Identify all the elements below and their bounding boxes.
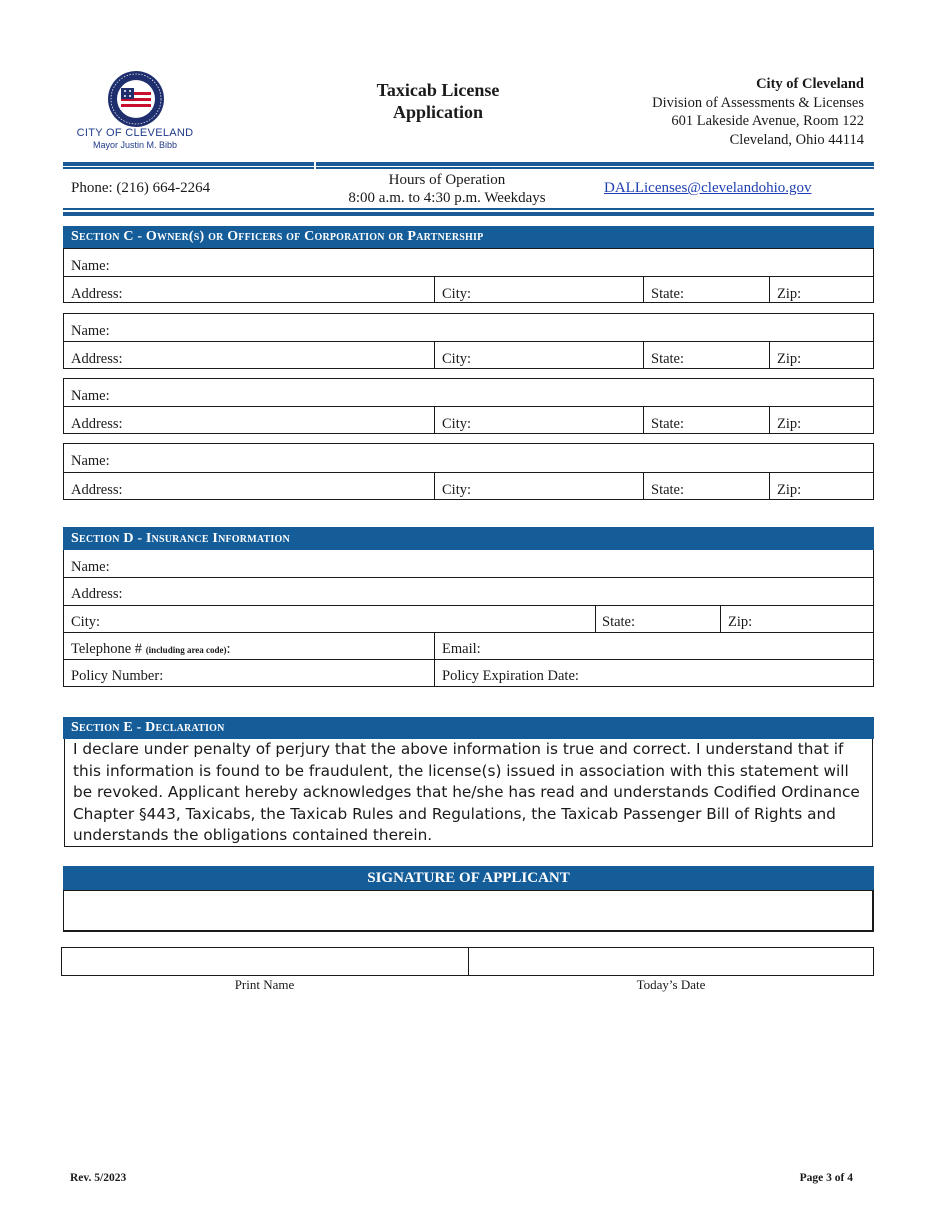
insurance-table <box>63 550 874 687</box>
owner-block-3 <box>63 378 874 434</box>
signature-header: SIGNATURE OF APPLICANT <box>63 866 874 890</box>
contact-rule-thin <box>63 208 874 210</box>
owner-3-address-field[interactable]: Address: <box>71 416 123 432</box>
logo-city-name: CITY OF CLEVELAND <box>76 127 194 139</box>
logo-mayor-name: Mayor Justin M. Bibb <box>92 140 178 150</box>
signature-field[interactable] <box>63 890 874 932</box>
title-line-2: Application <box>392 102 484 122</box>
owner-1-name-field[interactable]: Name: <box>71 258 110 274</box>
owner-3-city-field[interactable]: City: <box>442 416 472 432</box>
contact-phone: Phone: (216) 664-2264 <box>71 180 211 196</box>
owner-3-name-field[interactable]: Name: <box>71 388 110 404</box>
hours-title: Hours of Operation <box>388 172 506 188</box>
owner-2-name-field[interactable]: Name: <box>71 323 110 339</box>
owner-3-zip-field[interactable]: Zip: <box>777 416 802 432</box>
print-name-field[interactable] <box>62 948 467 975</box>
title-line-1: Taxicab License <box>376 80 500 100</box>
telephone-colon: : <box>226 641 231 657</box>
policy-number-field[interactable]: Policy Number: <box>71 668 164 684</box>
division-name: Division of Assessments & Licenses <box>652 94 864 111</box>
header-rule-top <box>63 162 874 166</box>
revision-label: Rev. 5/2023 <box>70 1172 127 1184</box>
owner-block-2 <box>63 313 874 369</box>
owner-block-1 <box>63 248 874 303</box>
owner-4-zip-field[interactable]: Zip: <box>777 482 802 498</box>
section-d-header: Section D - Insurance Information <box>63 527 874 550</box>
owner-2-address-field[interactable]: Address: <box>71 351 123 367</box>
owner-4-city-field[interactable]: City: <box>442 482 472 498</box>
todays-date-label: Today’s Date <box>636 977 706 992</box>
owner-2-state-field[interactable]: State: <box>651 351 685 367</box>
section-e-header: Section E - Declaration <box>63 717 874 739</box>
owner-2-zip-field[interactable]: Zip: <box>777 351 802 367</box>
contact-hours <box>316 171 578 207</box>
street-address: 601 Lakeside Avenue, Room 122 <box>671 113 864 129</box>
page-title <box>330 79 546 123</box>
org-name: City of Cleveland <box>756 76 864 92</box>
insurance-name-field[interactable]: Name: <box>71 559 110 575</box>
owner-4-name-field[interactable]: Name: <box>71 453 110 469</box>
print-name-label: Print Name <box>234 977 295 992</box>
telephone-note: (including area code) <box>145 645 227 655</box>
todays-date-field[interactable] <box>469 948 873 975</box>
policy-expiration-field[interactable]: Policy Expiration Date: <box>442 668 579 684</box>
owner-2-city-field[interactable]: City: <box>442 351 472 367</box>
header-rule-top-thin <box>63 167 874 169</box>
telephone-label: Telephone # <box>71 641 143 657</box>
insurance-zip-field[interactable]: Zip: <box>728 614 753 630</box>
contact-rule-thick <box>63 212 874 216</box>
header-rule-gap <box>314 162 316 169</box>
office-address <box>652 75 864 149</box>
insurance-city-field[interactable]: City: <box>71 614 101 630</box>
insurance-state-field[interactable]: State: <box>602 614 636 630</box>
insurance-address-field[interactable]: Address: <box>71 586 123 602</box>
section-c-header: Section C - Owner(s) or Officers of Corporation or Partnership <box>63 226 874 248</box>
owner-3-state-field[interactable]: State: <box>651 416 685 432</box>
owner-4-state-field[interactable]: State: <box>651 482 685 498</box>
declaration-text: I declare under penalty of perjury that the above information is true and correct. I understand that if this information is found to be fraudulent, the license(s) issued in association with this statement will be revoked. Applicant hereby acknowledges that he/she has read and understands Codified Ordinance Chapter §443, Taxicabs, the Taxicab Rules and Regulations, the Taxicab Passenger Bill of Rights and understands the obligations contained therein. <box>64 739 873 847</box>
owner-4-address-field[interactable]: Address: <box>71 482 123 498</box>
insurance-telephone-field[interactable] <box>71 641 231 658</box>
city-seal-logo <box>107 70 165 128</box>
owner-1-state-field[interactable]: State: <box>651 286 685 302</box>
insurance-email-field[interactable]: Email: <box>442 641 481 657</box>
hours-value: 8:00 a.m. to 4:30 p.m. Weekdays <box>348 190 546 206</box>
contact-email-link[interactable]: DALLicenses@clevelandohio.gov <box>604 180 812 196</box>
owner-block-4 <box>63 443 874 500</box>
page-number: Page 3 of 4 <box>799 1172 853 1184</box>
city-state-zip: Cleveland, Ohio 44114 <box>729 131 864 148</box>
owner-1-zip-field[interactable]: Zip: <box>777 286 802 302</box>
owner-1-city-field[interactable]: City: <box>442 286 472 302</box>
owner-1-address-field[interactable]: Address: <box>71 286 123 302</box>
